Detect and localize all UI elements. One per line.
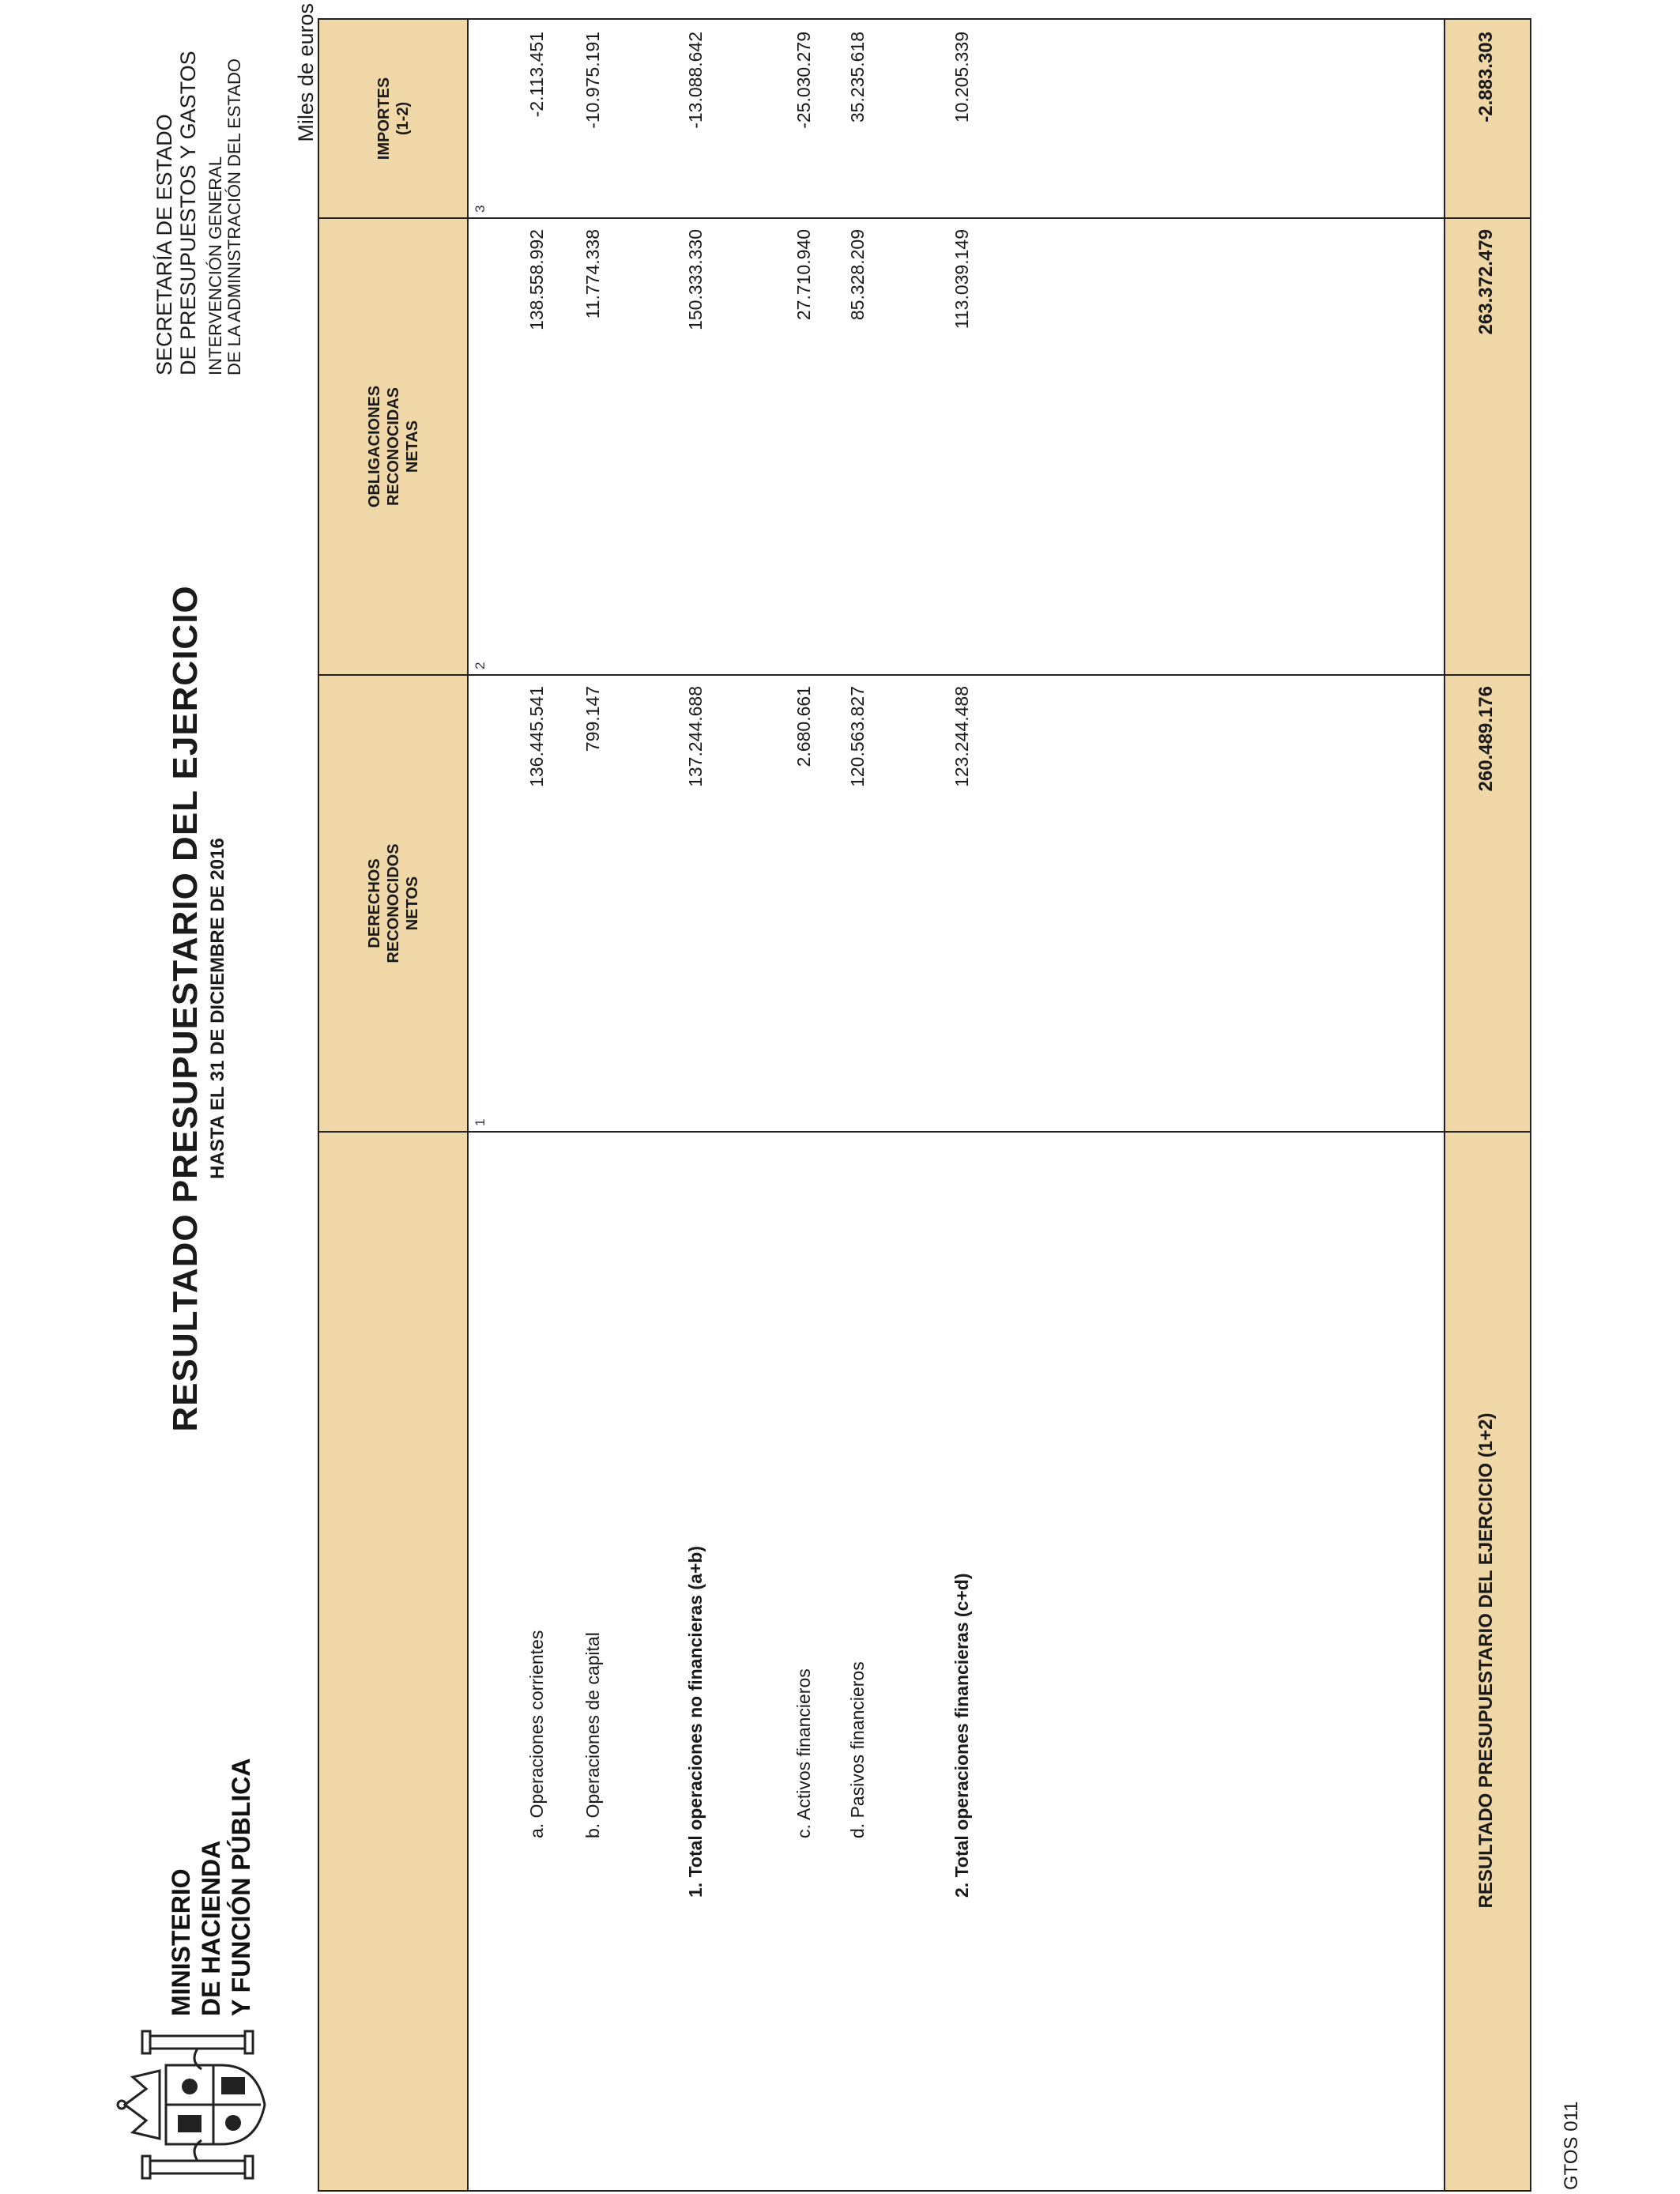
column-number-3: 3	[473, 205, 488, 213]
document-subtitle: HASTA EL 31 DE DICIEMBRE DE 2016	[207, 838, 228, 1179]
total-row	[1444, 20, 1530, 2190]
cell-obligaciones-capital: 11.774.338	[582, 229, 603, 319]
ministry-line-2: DE HACIENDA	[197, 1840, 225, 2016]
header-obligaciones	[319, 217, 469, 674]
cell-derechos-capital: 799.147	[582, 686, 603, 752]
row-label-operaciones-capital: b. Operaciones de capital	[582, 1632, 603, 1838]
header-derechos	[319, 674, 469, 1131]
header-obligaciones-line-3: NETAS	[403, 420, 421, 473]
budget-result-table	[318, 18, 1531, 2192]
row-label-total-financieras: 2. Total operaciones financieras (c+d)	[951, 1573, 972, 1898]
units-label: Miles de euros	[294, 3, 318, 142]
ministry-line-1: MINISTERIO	[167, 1868, 195, 2016]
cell-importes-activos: -25.030.279	[793, 32, 814, 129]
cell-derechos-corrientes: 136.445.541	[526, 686, 547, 787]
document-title: RESULTADO PRESUPUESTARIO DEL EJERCICIO	[166, 585, 205, 1432]
form-code: GTOS 011	[1561, 2101, 1582, 2190]
ministry-line-3: Y FUNCIÓN PÚBLICA	[227, 1758, 255, 2016]
header-obligaciones-line-2: RECONOCIDAS	[384, 387, 402, 507]
cell-importes-total-no-financieras: -13.088.642	[685, 32, 706, 129]
header-derechos-line-1: DERECHOS	[365, 858, 383, 948]
header-importes-line-1: IMPORTES	[375, 77, 393, 160]
total-derechos: 260.489.176	[1475, 686, 1497, 792]
cell-derechos-total-financieras: 123.244.488	[951, 686, 972, 787]
secretaria-line-4: DE LA ADMINISTRACIÓN DEL ESTADO	[224, 58, 244, 375]
column-number-1: 1	[473, 1118, 488, 1126]
cell-importes-capital: -10.975.191	[582, 32, 603, 129]
secretaria-block	[153, 51, 244, 375]
column-derechos	[469, 674, 1530, 1131]
secretaria-line-2: DE PRESUPUESTOS Y GASTOS	[176, 51, 200, 375]
cell-derechos-pasivos: 120.563.827	[847, 686, 868, 787]
total-obligaciones: 263.372.479	[1475, 229, 1497, 335]
secretaria-line-3: INTERVENCIÓN GENERAL	[205, 156, 225, 375]
cell-importes-corrientes: -2.113.451	[526, 32, 547, 118]
row-label-activos-financieros: c. Activos financieros	[793, 1668, 814, 1838]
cell-importes-total-financieras: 10.205.339	[951, 32, 972, 123]
cell-obligaciones-corrientes: 138.558.992	[526, 229, 547, 330]
header-importes-line-2: (1-2)	[394, 101, 412, 136]
column-obligaciones	[469, 217, 1530, 674]
row-label-operaciones-corrientes: a. Operaciones corrientes	[526, 1630, 547, 1838]
row-label-total-no-financieras: 1. Total operaciones no financieras (a+b)	[685, 1546, 706, 1898]
header-derechos-line-2: RECONOCIDOS	[384, 843, 402, 963]
header-importes	[319, 20, 469, 217]
coat-of-arms-logo	[111, 2022, 277, 2188]
cell-derechos-activos: 2.680.661	[793, 686, 814, 767]
cell-importes-pasivos: 35.235.618	[847, 32, 868, 123]
ministry-name	[166, 1758, 256, 2016]
header-derechos-line-3: NETOS	[403, 876, 421, 931]
row-label-pasivos-financieros: d. Pasivos financieros	[847, 1661, 868, 1838]
cell-obligaciones-total-financieras: 113.039.149	[951, 229, 972, 330]
cell-obligaciones-total-no-financieras: 150.333.330	[685, 229, 706, 330]
total-row-label: RESULTADO PRESUPUESTARIO DEL EJERCICIO (1+2)	[1475, 1412, 1497, 1909]
total-importes: -2.883.303	[1475, 32, 1497, 123]
column-concept	[469, 1131, 1530, 2190]
cell-derechos-total-no-financieras: 137.244.688	[685, 686, 706, 787]
cell-obligaciones-activos: 27.710.940	[793, 229, 814, 321]
header-obligaciones-line-1: OBLIGACIONES	[365, 385, 383, 508]
header-concept	[319, 1131, 469, 2190]
secretaria-line-1: SECRETARÍA DE ESTADO	[153, 114, 176, 375]
cell-obligaciones-pasivos: 85.328.209	[847, 229, 868, 321]
column-number-2: 2	[473, 662, 488, 669]
